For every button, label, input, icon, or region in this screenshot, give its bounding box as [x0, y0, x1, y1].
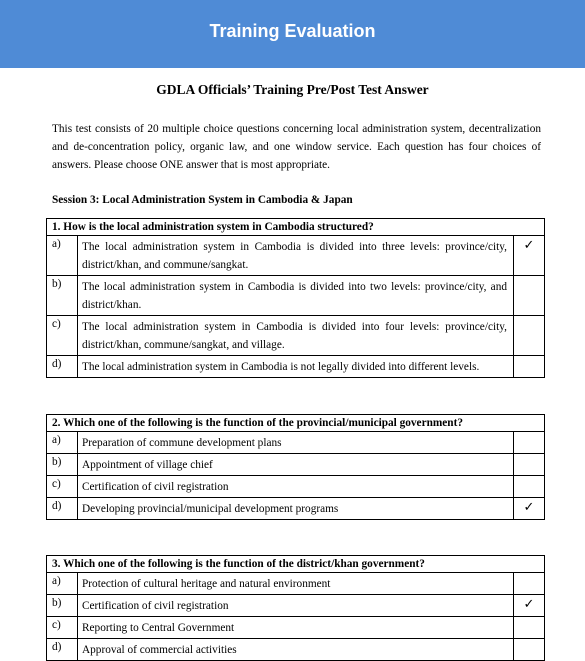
- answer-row: [47, 617, 545, 639]
- answer-letter: b): [47, 276, 78, 316]
- checkmark-cell: [514, 316, 545, 356]
- answer-letter: a): [47, 236, 78, 276]
- checkmark-cell: [514, 276, 545, 316]
- answer-text: Appointment of village chief: [78, 454, 514, 476]
- question-row: [47, 415, 545, 432]
- checkmark-cell: [514, 476, 545, 498]
- answer-row: [47, 573, 545, 595]
- answer-letter: a): [47, 432, 78, 454]
- checkmark-cell: [514, 454, 545, 476]
- answer-text: Reporting to Central Government: [78, 617, 514, 639]
- checkmark-cell: ✓: [514, 498, 545, 520]
- answer-letter: c): [47, 316, 78, 356]
- checkmark-cell: ✓: [514, 236, 545, 276]
- checkmark-cell: [514, 432, 545, 454]
- checkmark-cell: ✓: [514, 595, 545, 617]
- answer-text: The local administration system in Cambodia is divided into three levels: province/city, district/khan, and commune/sangkat.: [78, 236, 514, 276]
- answer-text: The local administration system in Cambodia is divided into four levels: province/city, district/khan, commune/sangkat, and village.: [78, 316, 514, 356]
- checkmark-cell: [514, 573, 545, 595]
- answer-text: Certification of civil registration: [78, 476, 514, 498]
- checkmark-cell: [514, 617, 545, 639]
- answer-text: Developing provincial/municipal development programs: [78, 498, 514, 520]
- intro-paragraph: This test consists of 20 multiple choice questions concerning local administration system, decentralization and de-concentration policy, organic law, and one window service. Each question has four choices of answers. Please choose ONE answer that is most appropriate.: [52, 123, 541, 171]
- answer-row: [47, 276, 545, 316]
- question-text: 3. Which one of the following is the function of the district/khan government?: [47, 556, 545, 573]
- document-title: GDLA Officials’ Training Pre/Post Test Answer: [156, 82, 429, 97]
- answer-row: [47, 432, 545, 454]
- answer-text: The local administration system in Cambodia is not legally divided into different levels.: [78, 356, 514, 378]
- answer-row: [47, 454, 545, 476]
- answer-row: [47, 356, 545, 378]
- banner-title: Training Evaluation: [209, 20, 376, 41]
- answer-text: Certification of civil registration: [78, 595, 514, 617]
- answer-row: [47, 595, 545, 617]
- answer-row: [47, 498, 545, 520]
- answer-text: The local administration system in Cambodia is divided into two levels: province/city, and district/khan.: [78, 276, 514, 316]
- question-table: [46, 218, 545, 378]
- answer-letter: d): [47, 498, 78, 520]
- answer-letter: d): [47, 639, 78, 661]
- answer-letter: b): [47, 454, 78, 476]
- session-heading: Session 3: Local Administration System in Cambodia & Japan: [52, 194, 353, 206]
- answer-text: Approval of commercial activities: [78, 639, 514, 661]
- answer-text: Protection of cultural heritage and natural environment: [78, 573, 514, 595]
- question-row: [47, 556, 545, 573]
- answer-letter: d): [47, 356, 78, 378]
- answer-letter: c): [47, 476, 78, 498]
- header-banner: [0, 0, 585, 68]
- question-table: [46, 414, 545, 520]
- answer-letter: a): [47, 573, 78, 595]
- answer-row: [47, 236, 545, 276]
- checkmark-cell: [514, 356, 545, 378]
- answer-row: [47, 476, 545, 498]
- answer-text: Preparation of commune development plans: [78, 432, 514, 454]
- answer-letter: c): [47, 617, 78, 639]
- question-row: [47, 219, 545, 236]
- question-table: [46, 555, 545, 661]
- question-text: 2. Which one of the following is the function of the provincial/municipal government?: [47, 415, 545, 432]
- answer-letter: b): [47, 595, 78, 617]
- answer-row: [47, 316, 545, 356]
- question-text: 1. How is the local administration system in Cambodia structured?: [47, 219, 545, 236]
